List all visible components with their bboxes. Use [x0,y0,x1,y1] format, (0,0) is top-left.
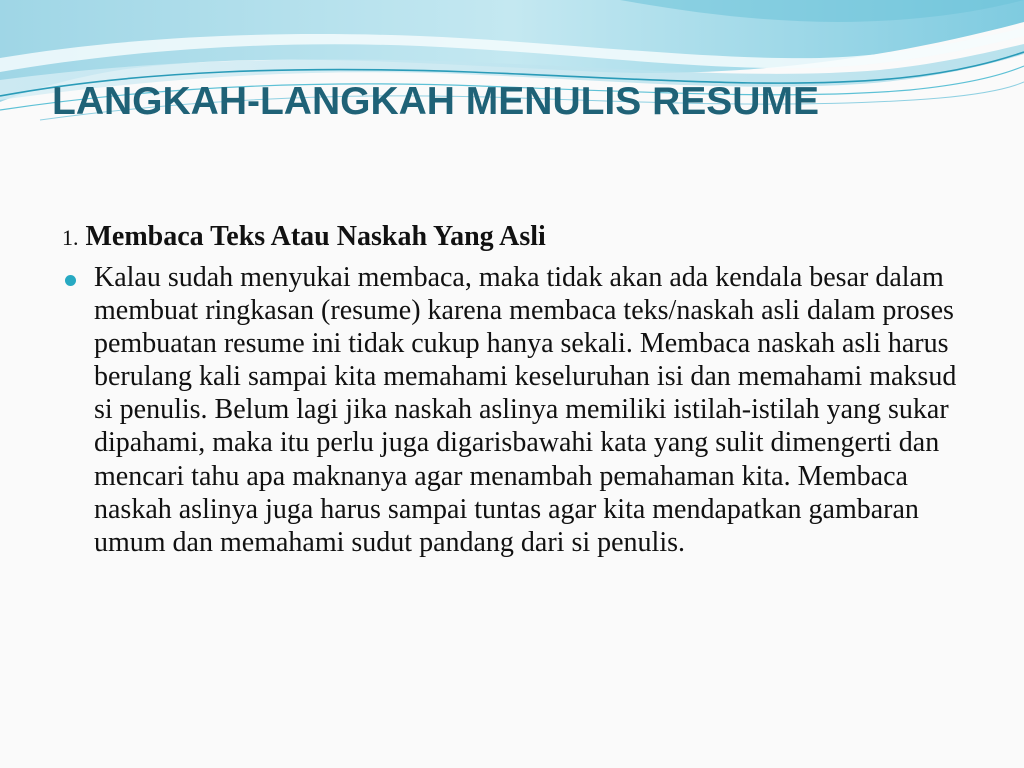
subheading [62,218,962,257]
bullet-text: Kalau sudah menyukai membaca, maka tidak akan ada kendala besar dalam membuat ringkasan (resume) karena membaca teks/naskah asli dalam proses pembuatan resume ini tidak cukup hanya sekali. Membaca naskah asli harus berulang kali sampai kita memahami keseluruhan isi dan memahami maksud si penulis. Belum lagi jika naskah aslinya memiliki istilah-istilah yang sukar dipahami, maka itu perlu juga digarisbawahi kata yang sulit dimengerti dan mencari tahu apa maknanya agar menambah pemahaman kita. Membaca naskah aslinya juga harus sampai tuntas agar kita mendapatkan gambaran umum dan memahami sudut pandang dari si penulis. [94,262,957,558]
bullet-icon [65,275,76,286]
slide-body [62,218,962,559]
slide-title: LANGKAH-LANGKAH MENULIS RESUME [52,80,819,123]
bullet-item [62,261,962,559]
subheading-number: 1. [62,225,79,250]
subheading-text: Membaca Teks Atau Naskah Yang Asli [85,221,546,252]
